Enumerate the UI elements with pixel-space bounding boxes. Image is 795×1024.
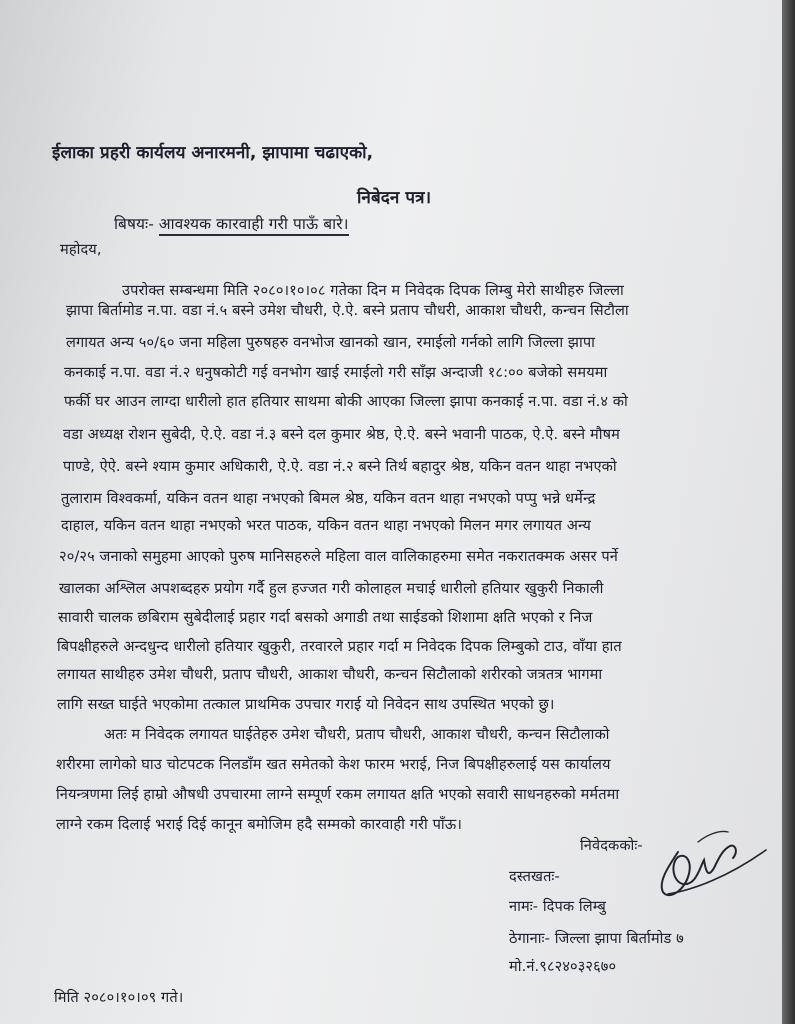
body-line: लगायत साथीहरु उमेश चौधरी, प्रताप चौधरी, आकाश चौधरी, कन्चन सिटौलाको शरीरको जत्रतत्र भागमा [57, 666, 603, 683]
applicant-heading: निवेदककोः- [580, 837, 643, 854]
body-line: वडा अध्यक्ष रोशन सुबेदी, ऐ.ऐ. वडा नं.३ बस्ने दल कुमार श्रेष्ठ, ऐ.ऐ. बस्ने भवानी पाठक, ऐ.ऐ. बस्ने मौषम [63, 426, 620, 443]
body-line: फर्की घर आउन लाग्दा धारीलो हात हतियार साथमा बोकी आएका जिल्ला झापा कनकाई न.पा. वडा नं.४ को [64, 393, 628, 410]
addressee-line: ईलाका प्रहरी कार्यलय अनारमनी, झापामा चढाएको, [52, 143, 374, 163]
body-line: २०/२५ जनाको समुहमा आएको पुरुष मानिसहरुले महिला वाल वालिकाहरुमा समेत नकरातक्मक असर पर्ने [59, 548, 618, 565]
body-line: उपरोक्त सम्बन्धमा मिति २०८०।१०।०८ गतेका दिन म निवेदक दिपक लिम्बु मेरो साथीहरु जिल्ला [122, 282, 624, 299]
body-line: पाण्डे, ऐऐ. बस्ने श्याम कुमार अधिकारी, ऐ.ऐ. वडा नं.२ बस्ने तिर्थ बहादुर श्रेष्ठ, यकिन वतन थाहा नभएको [63, 458, 617, 475]
body-line: बिपक्षीहरुले अन्दधुन्द धारीलो हतियार खुकुरी, तरवारले प्रहार गर्दा म निवेदक दिपक लिम्बुको टाउ, वाँया हात [57, 638, 622, 655]
body-line: लगायत अन्य ५०/६० जना महिला पुरुषहरु वनभोज खानको खान, रमाईलो गर्नको लागि जिल्ला झापा [66, 334, 596, 351]
body-line: लाग्ने रकम दिलाई भराई दिई कानून बमोजिम हदै सम्मको कारवाही गरी पाँऊ। [56, 816, 462, 833]
body-line: झापा बिर्तामोड न.पा. वडा नं.५ बस्ने उमेश चौधरी, ऐ.ऐ. बस्ने प्रताप चौधरी, आकाश चौधरी, कन्चन सिटौला [66, 302, 629, 319]
subject-text: आवश्यक कारवाही गरी पाऊँ बारे। [159, 215, 349, 236]
salutation: महोदय, [60, 241, 102, 258]
body-line: दाहाल, यकिन वतन थाहा नभएको भरत पाठक, यकिन वतन थाहा नभएको मिलन मगर लगायत अन्य [61, 517, 591, 534]
body-line: लागि सख्त घाईते भएकोमा तत्काल प्राथमिक उपचार गराई यो निवेदन साथ उपस्थित भएको छु। [57, 696, 555, 713]
body-line: अतः म निवेदक लगायत घाईतेहरु उमेश चौधरी, प्रताप चौधरी, आकाश चौधरी, कन्चन सिटौलाको [104, 726, 610, 743]
applicant-address: ठेगानाः- जिल्ला झापा बिर्तामोड ७ [509, 930, 684, 947]
body-line: शरीरमा लागेको घाउ चोटपटक निलडाँम खत समेतको केश फारम भराई, निज बिपक्षीहरुलाई यस कार्यालय [56, 756, 611, 773]
body-line: नियन्त्रणमा लिई हाम्रो औषधी उपचारमा लाग्ने सम्पूर्ण रकम लगायत क्षति भएको सवारी साधनहरुको मर्मतमा [56, 786, 620, 803]
body-line: खालका अश्लिल अपशब्दहरु प्रयोग गर्दै हुल हज्जत गरी कोलाहल मचाई धारीलो हतियार खुकुरी निकाली [59, 580, 604, 597]
handwritten-signature [638, 822, 773, 912]
page-edge-shadow [782, 0, 795, 1024]
subject-label: बिषयः- [114, 215, 154, 233]
applicant-name: नामः- दिपक लिम्बु [509, 898, 606, 915]
body-line: तुलाराम विश्वकर्मा, यकिन वतन थाहा नभएको बिमल श्रेष्ठ, यकिन वतन थाहा नभएको पप्पु भन्ने धर्मेन्द्र [61, 490, 596, 507]
body-line: सावारी चालक छबिराम सुबेदीलाई प्रहार गर्दा बसको अगाडी तथा साईडको शिशामा क्षति भएको र निज [58, 609, 593, 626]
date-line: मिति २०८०।१०।०९ गते। [54, 989, 184, 1006]
document-type: निबेदन पत्र। [357, 188, 432, 208]
body-line: कनकाई न.पा. वडा नं.२ धनुषकोटी गई वनभोग खाई रमाईलो गरी साँझ अन्दाजी १८:०० बजेको समयमा [64, 364, 608, 381]
applicant-phone: मो.नं.९८२४०३२६७० [509, 958, 617, 975]
signature-label: दस्तखतः- [509, 868, 560, 885]
subject-row [114, 214, 349, 235]
